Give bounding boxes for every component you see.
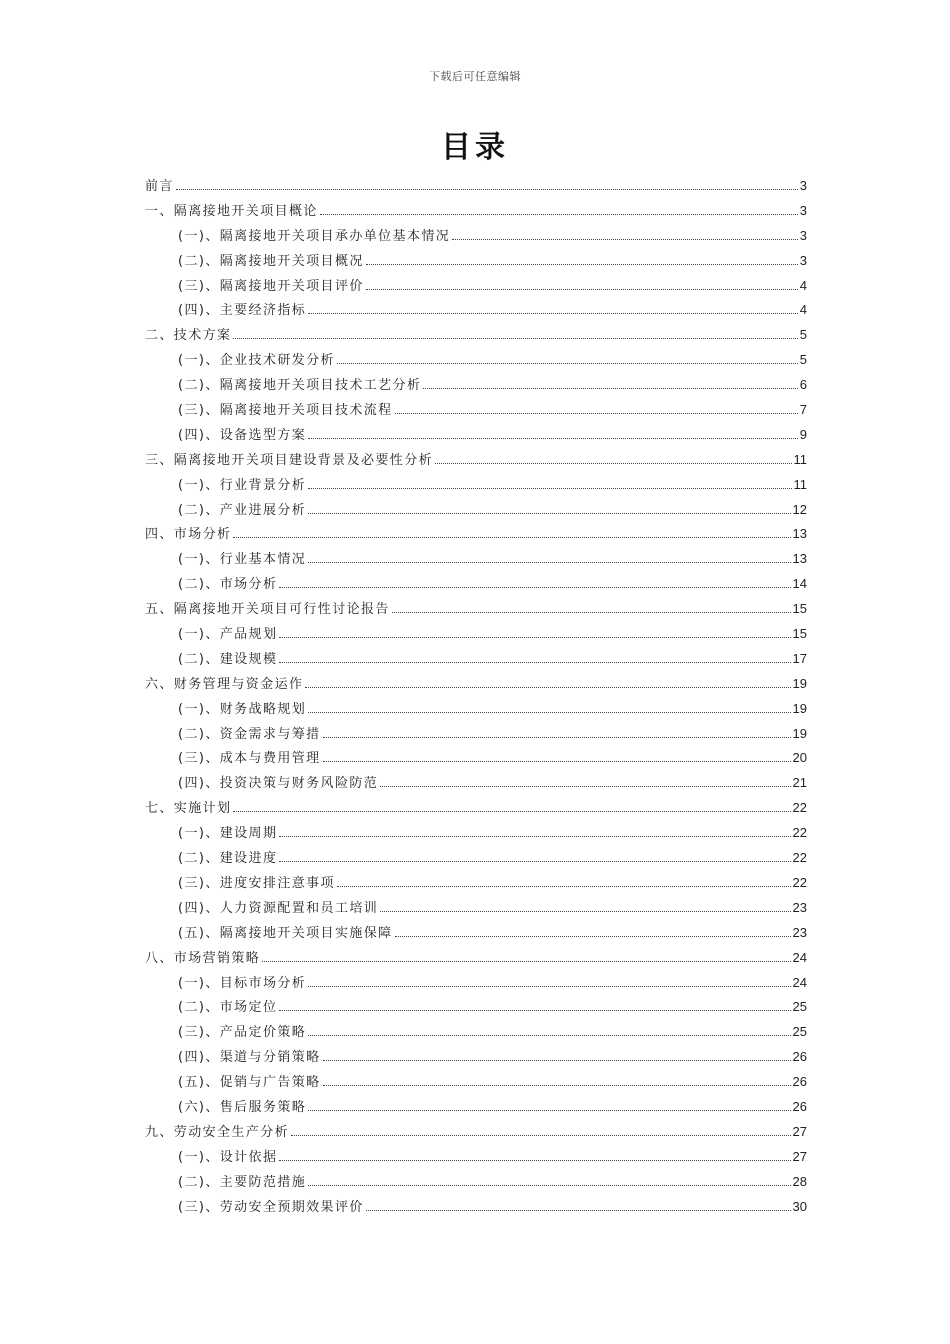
toc-entry-page: 21 [792,775,807,791]
toc-entry[interactable] [145,301,807,326]
toc-entry-label: (四)、投资决策与财务风险防范 [178,776,379,792]
toc-entry-label: 三、隔离接地开关项目建设背景及必要性分析 [145,452,434,468]
toc-dot-leader [392,602,791,613]
toc-entry[interactable] [145,924,807,949]
toc-entry-page: 12 [792,501,807,517]
toc-entry-page: 23 [792,899,807,915]
toc-entry-label: (二)、市场定位 [178,1000,278,1016]
toc-entry-label: (二)、建设进度 [178,851,278,867]
toc-entry-label: (四)、设备选型方案 [178,427,307,443]
toc-entry-label: (三)、隔离接地开关项目评价 [178,278,364,294]
toc-entry-page: 6 [799,377,807,393]
toc-dot-leader [176,179,798,190]
toc-dot-leader [279,851,790,862]
toc-entry-label: (四)、主要经济指标 [178,303,307,319]
toc-dot-leader [395,403,798,414]
toc-dot-leader [262,951,790,962]
toc-entry-label: (三)、隔离接地开关项目技术流程 [178,403,393,419]
toc-entry[interactable] [145,376,807,401]
toc-entry-page: 11 [793,476,807,492]
toc-entry-page: 11 [793,451,807,467]
toc-entry-label: 一、隔离接地开关项目概论 [145,203,318,219]
toc-entry[interactable] [145,799,807,824]
toc-dot-leader [366,254,798,265]
toc-entry-page: 23 [792,924,807,940]
toc-entry-page: 25 [792,999,807,1015]
toc-dot-leader [279,1150,790,1161]
toc-entry[interactable] [145,874,807,899]
toc-entry[interactable] [145,949,807,974]
toc-dot-leader [308,702,790,713]
toc-entry-page: 24 [792,949,807,965]
toc-entry[interactable] [145,1048,807,1073]
toc-entry-label: (二)、建设规模 [178,651,278,667]
toc-dot-leader [323,751,791,762]
toc-dot-leader [337,876,791,887]
toc-entry[interactable] [145,326,807,351]
toc-entry-page: 27 [792,1123,807,1139]
toc-entry-page: 30 [792,1198,807,1214]
toc-entry-label: (一)、行业基本情况 [178,552,307,568]
toc-entry-label: (二)、资金需求与筹措 [178,726,321,742]
toc-dot-leader [308,503,790,514]
toc-entry-label: (四)、渠道与分销策略 [178,1050,321,1066]
toc-dot-leader [452,229,798,240]
toc-entry[interactable] [145,998,807,1023]
toc-entry[interactable] [145,550,807,575]
toc-dot-leader [323,727,791,738]
toc-entry-page: 5 [799,327,807,343]
toc-entry-page: 3 [799,202,807,218]
toc-entry[interactable] [145,700,807,725]
toc-dot-leader [308,1100,790,1111]
toc-dot-leader [380,776,790,787]
toc-dot-leader [308,478,791,489]
toc-entry-label: 五、隔离接地开关项目可行性讨论报告 [145,602,390,618]
toc-entry[interactable] [145,575,807,600]
toc-entry-label: (一)、产品规划 [178,627,278,643]
toc-dot-leader [291,1125,791,1136]
toc-entry-label: (二)、产业进展分析 [178,502,307,518]
toc-dot-leader [395,926,791,937]
toc-dot-leader [308,1175,790,1186]
toc-entry-label: (一)、隔离接地开关项目承办单位基本情况 [178,228,451,244]
toc-entry-label: (三)、成本与费用管理 [178,751,321,767]
toc-entry-page: 17 [792,650,807,666]
toc-entry-label: (五)、隔离接地开关项目实施保障 [178,925,393,941]
toc-entry-label: (二)、隔离接地开关项目技术工艺分析 [178,378,422,394]
toc-dot-leader [308,552,790,563]
toc-entry-label: (二)、市场分析 [178,577,278,593]
toc-entry[interactable] [145,177,807,202]
toc-entry[interactable] [145,974,807,999]
toc-entry[interactable] [145,202,807,227]
toc-entry[interactable] [145,1073,807,1098]
toc-dot-leader [308,1025,790,1036]
toc-title: 目录 [441,130,509,165]
toc-dot-leader [305,677,790,688]
toc-entry[interactable] [145,501,807,526]
toc-entry-page: 22 [792,874,807,890]
toc-entry-label: (一)、行业背景分析 [178,477,307,493]
toc-entry-page: 9 [799,426,807,442]
toc-entry[interactable] [145,675,807,700]
toc-dot-leader [233,801,790,812]
toc-entry-label: 八、市场营销策略 [145,950,261,966]
toc-entry-label: (一)、目标市场分析 [178,975,307,991]
toc-entry-page: 4 [799,277,807,293]
toc-entry[interactable] [145,1173,807,1198]
toc-entry-label: 七、实施计划 [145,801,232,817]
toc-entry[interactable] [145,351,807,376]
toc-entry[interactable] [145,227,807,252]
toc-entry[interactable] [145,625,807,650]
toc-dot-leader [233,328,797,339]
toc-entry-page: 13 [792,526,807,542]
toc-entry-label: 四、市场分析 [145,527,232,543]
toc-entry-label: (一)、企业技术研发分析 [178,353,335,369]
toc-dot-leader [279,652,790,663]
toc-entry-page: 22 [792,800,807,816]
toc-entry-page: 22 [792,825,807,841]
toc-entry-label: (三)、劳动安全预期效果评价 [178,1199,364,1215]
toc-entry-page: 15 [792,626,807,642]
toc-entry[interactable] [145,426,807,451]
toc-entry[interactable] [145,899,807,924]
toc-entry[interactable] [145,600,807,625]
toc-entry-label: (一)、财务战略规划 [178,701,307,717]
toc-entry[interactable] [145,749,807,774]
toc-entry[interactable] [145,277,807,302]
toc-entry-page: 24 [792,974,807,990]
toc-entry-page: 28 [792,1173,807,1189]
toc-entry[interactable] [145,824,807,849]
toc-entry[interactable] [145,1023,807,1048]
toc-entry-page: 3 [799,178,807,193]
toc-dot-leader [308,976,790,987]
toc-entry[interactable] [145,725,807,750]
toc-entry-page: 26 [792,1074,807,1090]
toc-entry[interactable] [145,1148,807,1173]
toc-dot-leader [308,428,798,439]
toc-dot-leader [320,204,798,215]
toc-entry-label: 九、劳动安全生产分析 [145,1124,290,1140]
table-of-contents [145,177,807,1222]
toc-entry-page: 19 [792,675,807,691]
toc-entry-page: 15 [792,601,807,617]
toc-entry-page: 26 [792,1049,807,1065]
toc-dot-leader [279,1000,790,1011]
toc-entry-page: 3 [799,252,807,268]
toc-entry-page: 5 [799,352,807,368]
toc-dot-leader [323,1075,791,1086]
toc-entry-label: 六、财务管理与资金运作 [145,676,304,692]
toc-dot-leader [366,279,798,290]
toc-entry-label: (四)、人力资源配置和员工培训 [178,900,379,916]
toc-entry-label: 二、技术方案 [145,328,232,344]
toc-entry-page: 19 [792,700,807,716]
toc-entry[interactable] [145,401,807,426]
toc-entry-label: (三)、进度安排注意事项 [178,875,335,891]
toc-dot-leader [366,1200,791,1211]
toc-entry-label: (三)、产品定价策略 [178,1025,307,1041]
toc-entry-label: (一)、设计依据 [178,1149,278,1165]
toc-dot-leader [233,527,790,538]
toc-dot-leader [279,577,790,588]
toc-entry-page: 4 [799,302,807,318]
toc-entry[interactable] [145,451,807,476]
toc-dot-leader [279,826,790,837]
toc-entry[interactable] [145,252,807,277]
toc-entry-label: (五)、促销与广告策略 [178,1075,321,1091]
toc-entry-label: 前言 [145,179,174,194]
toc-entry-page: 27 [792,1148,807,1164]
toc-entry-page: 22 [792,850,807,866]
toc-entry[interactable] [145,1098,807,1123]
toc-entry[interactable] [145,650,807,675]
toc-dot-leader [323,1050,791,1061]
toc-dot-leader [380,901,790,912]
toc-entry[interactable] [145,1123,807,1148]
toc-entry[interactable] [145,774,807,799]
toc-dot-leader [423,378,797,389]
toc-entry-page: 14 [792,576,807,592]
toc-entry-label: (六)、售后服务策略 [178,1099,307,1115]
toc-entry[interactable] [145,525,807,550]
toc-dot-leader [308,303,798,314]
toc-entry-page: 19 [792,725,807,741]
toc-entry[interactable] [145,1198,807,1223]
toc-entry-page: 3 [799,227,807,243]
toc-entry[interactable] [145,849,807,874]
toc-entry-page: 26 [792,1098,807,1114]
toc-entry-page: 13 [792,551,807,567]
toc-entry-label: (一)、建设周期 [178,826,278,842]
toc-entry-label: (二)、隔离接地开关项目概况 [178,253,364,269]
toc-entry-page: 25 [792,1024,807,1040]
toc-entry-page: 7 [799,402,807,418]
toc-entry[interactable] [145,476,807,501]
toc-entry-page: 20 [792,750,807,766]
toc-dot-leader [435,453,791,464]
toc-dot-leader [279,627,790,638]
toc-entry-label: (二)、主要防范措施 [178,1174,307,1190]
header-note: 下载后可任意编辑 [429,70,521,83]
toc-dot-leader [337,353,798,364]
